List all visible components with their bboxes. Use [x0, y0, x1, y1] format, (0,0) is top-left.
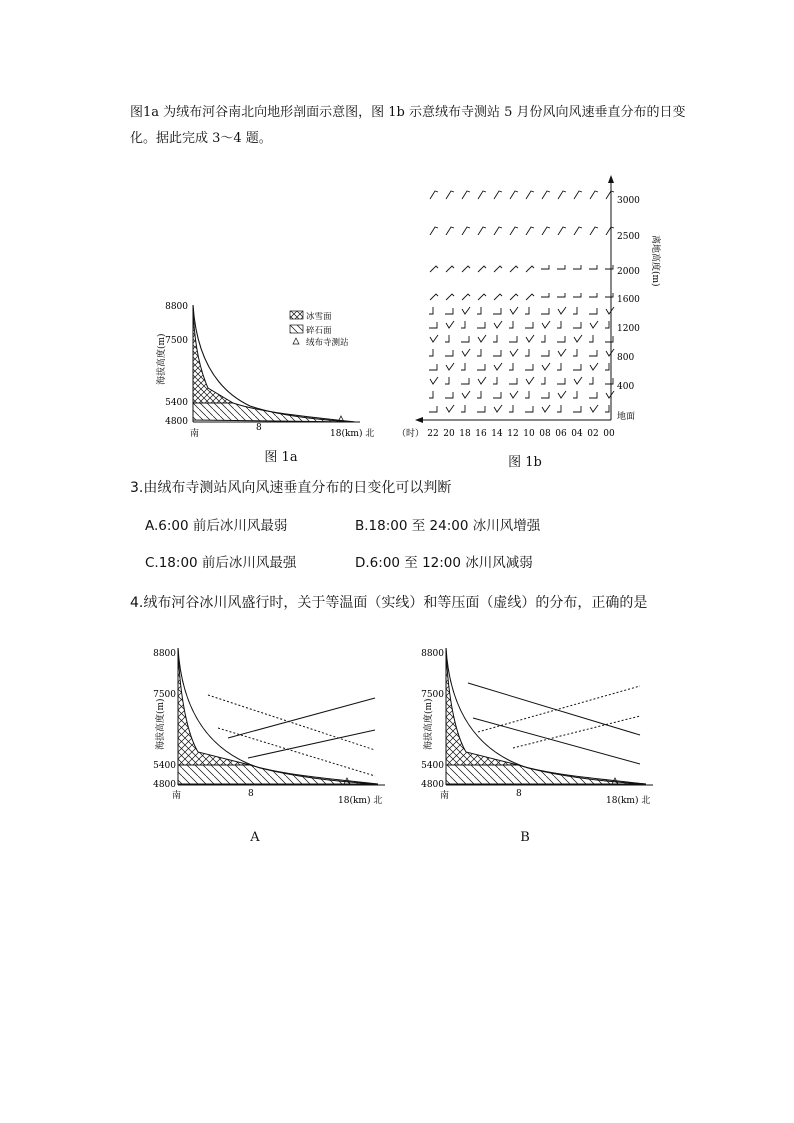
wind-barb-icon — [462, 227, 470, 235]
wind-barb-icon — [462, 294, 470, 300]
wind-barb-icon — [526, 294, 534, 300]
wind-barb-icon — [526, 227, 534, 235]
wind-barb-icon — [526, 266, 534, 272]
isotherm-line — [248, 730, 375, 758]
wind-barb-icon — [493, 335, 497, 342]
wind-barb-icon — [542, 191, 550, 199]
wind-barb-icon — [446, 321, 454, 328]
wind-barb-icon — [461, 405, 465, 412]
wind-barb-icon — [526, 377, 534, 384]
wind-barb-icon — [557, 321, 561, 328]
wind-barb-icon — [606, 191, 614, 199]
wind-barb-icon — [429, 406, 437, 412]
wind-barb-icon — [493, 350, 501, 356]
wind-barb-icon — [590, 405, 598, 412]
xtick: 18 — [459, 429, 471, 439]
wind-barb-icon — [589, 308, 597, 314]
xtick: 12 — [507, 429, 519, 439]
wind-barb-icon — [445, 350, 453, 356]
xtick: 04 — [571, 429, 583, 439]
wind-barb-icon — [461, 321, 465, 328]
ytick-5400: 5400 — [421, 761, 444, 771]
wind-barb-icon — [606, 391, 614, 398]
wind-barb-icon — [445, 377, 449, 384]
wind-barb-icon — [462, 307, 470, 314]
wind-barb-icon — [605, 378, 613, 384]
wind-barb-icon — [494, 227, 502, 235]
figure-1a — [150, 290, 380, 440]
wind-barb-icon — [493, 392, 501, 398]
wind-barb-icon — [429, 322, 437, 328]
wind-barb-icon — [461, 378, 469, 384]
xtick: 10 — [523, 429, 535, 439]
wind-barb-icon — [462, 391, 470, 398]
x-end-label: 18(km) 北 — [338, 796, 383, 806]
wind-barb-icon — [605, 293, 613, 297]
wind-barb-icon — [542, 321, 550, 328]
figure-1b-caption: 图 1b — [508, 455, 542, 470]
wind-barb-icon — [558, 227, 566, 235]
y-axis-label: 海拔高度(m) — [156, 698, 166, 750]
q3-option-b[interactable]: B.18:00 至 24:00 冰川风增强 — [355, 518, 541, 534]
wind-barb-icon — [605, 363, 609, 370]
wind-barb-icon — [557, 293, 565, 297]
legend-gravel: 碎石面 — [306, 326, 332, 336]
wind-barb-icon — [493, 308, 501, 314]
wind-barb-icon — [462, 349, 470, 356]
intro-paragraph: 图1a 为绒布河谷南北向地形剖面示意图，图 1b 示意绒布寺测站 5 月份风向风速垂直分布的日变化。据此完成 3～4 题。 — [130, 105, 686, 146]
wind-barb-icon — [510, 391, 518, 398]
wind-barb-icon — [557, 378, 565, 384]
ytick-7500: 7500 — [165, 336, 188, 346]
question-4-stem: 4.绒布河谷冰川风盛行时，关于等温面（实线）和等压面（虚线）的分布，正确的是 — [130, 595, 648, 611]
xtick: 14 — [491, 429, 503, 439]
wind-barb-icon — [589, 335, 593, 342]
isobar-line — [513, 716, 640, 748]
wind-barb-icon — [494, 321, 502, 328]
x-mid-label: 8 — [248, 789, 254, 799]
wind-barb-icon — [445, 308, 453, 314]
wind-barb-icon — [573, 265, 581, 269]
wind-barb-icon — [430, 266, 438, 272]
wind-barb-icon — [478, 266, 486, 272]
wind-barb-icon — [462, 191, 470, 199]
wind-barb-icon — [509, 321, 513, 328]
xtick: 08 — [539, 429, 551, 439]
wind-barb-icon — [542, 405, 550, 412]
q3-option-a[interactable]: A.6:00 前后冰川风最弱 — [145, 518, 288, 534]
wind-barb-icon — [526, 191, 534, 199]
wind-barb-icon — [605, 265, 613, 269]
q3-option-d[interactable]: D.6:00 至 12:00 冰川风减弱 — [355, 555, 533, 571]
wind-barb-icon — [573, 349, 577, 356]
x-mid-label: 8 — [256, 423, 262, 433]
wind-barb-icon — [589, 293, 597, 297]
wind-barb-icon — [574, 377, 582, 384]
wind-barbs — [429, 191, 614, 412]
wind-barb-icon — [446, 191, 454, 199]
wind-barb-icon — [589, 265, 597, 269]
wind-barb-icon — [606, 307, 614, 314]
wind-barb-icon — [510, 349, 518, 356]
ytick-8800: 8800 — [165, 302, 188, 312]
wind-barb-icon — [446, 294, 454, 300]
isotherm-line — [473, 718, 640, 764]
wind-barb-icon — [494, 191, 502, 199]
wind-barb-icon — [605, 336, 613, 342]
y-axis-label: 海拔高度(m) — [424, 698, 434, 750]
wind-barb-icon — [558, 349, 566, 356]
wind-barb-icon — [430, 191, 438, 199]
ytick-4800: 4800 — [421, 780, 444, 790]
wind-barb-icon — [510, 266, 518, 272]
wind-barb-icon — [477, 322, 485, 328]
wind-barb-icon — [590, 363, 598, 370]
question-3-stem: 3.由绒布寺测站风向风速垂直分布的日变化可以判断 — [130, 480, 452, 496]
wind-barb-icon — [589, 377, 593, 384]
wind-barb-icon — [574, 191, 582, 199]
wind-barb-icon — [446, 405, 454, 412]
wind-barb-icon — [542, 363, 550, 370]
wind-barb-icon — [589, 350, 597, 356]
wind-barb-icon — [510, 294, 518, 300]
wind-barb-icon — [541, 308, 549, 314]
wind-barb-icon — [494, 363, 502, 370]
x-unit-label: （时） — [397, 429, 425, 439]
wind-barb-icon — [525, 307, 529, 314]
wind-barb-icon — [541, 265, 549, 269]
q4-chart-b[interactable] — [418, 640, 663, 810]
wind-barb-icon — [446, 363, 454, 370]
x-mid-label: 8 — [516, 789, 522, 799]
figure-1b — [395, 175, 680, 445]
wind-barb-icon — [573, 391, 577, 398]
ytick-5400: 5400 — [153, 761, 176, 771]
wind-barb-icon — [509, 363, 513, 370]
wind-barb-icon — [510, 191, 518, 199]
ytick-2000: 2000 — [617, 267, 640, 277]
wind-barb-icon — [478, 377, 486, 384]
q3-option-c[interactable]: C.18:00 前后冰川风最强 — [145, 555, 297, 571]
wind-barb-icon — [429, 364, 437, 370]
chart-b-label[interactable]: B — [520, 830, 530, 845]
wind-barb-icon — [574, 335, 582, 342]
wind-barb-icon — [541, 350, 549, 356]
xtick: 20 — [443, 429, 455, 439]
wind-barb-icon — [525, 364, 533, 370]
q4-chart-a[interactable] — [150, 640, 395, 810]
xtick: 22 — [427, 429, 439, 439]
wind-barb-icon — [462, 266, 470, 272]
wind-barb-icon — [541, 293, 549, 297]
wind-barb-icon — [477, 391, 481, 398]
wind-barb-icon — [445, 392, 453, 398]
wind-barb-icon — [493, 377, 497, 384]
wind-barb-icon — [446, 227, 454, 235]
wind-barb-icon — [605, 321, 609, 328]
wind-barb-icon — [606, 227, 614, 235]
wind-barb-icon — [477, 364, 485, 370]
wind-barb-icon — [557, 265, 565, 269]
wind-barb-icon — [510, 307, 518, 314]
wind-barb-icon — [430, 377, 438, 384]
wind-barb-icon — [478, 294, 486, 300]
wind-barb-icon — [446, 266, 454, 272]
ytick-8800: 8800 — [153, 649, 176, 659]
ytick-5400: 5400 — [165, 398, 188, 408]
wind-barb-icon — [526, 335, 534, 342]
ytick-4800: 4800 — [153, 780, 176, 790]
isobar-line — [208, 695, 375, 750]
wind-barb-icon — [590, 191, 598, 199]
ytick-8800: 8800 — [421, 649, 444, 659]
xtick: 06 — [555, 429, 567, 439]
wind-barb-icon — [430, 335, 438, 342]
wind-barb-icon — [557, 363, 561, 370]
isotherm-line — [228, 698, 375, 738]
wind-barb-icon — [590, 321, 598, 328]
wind-barb-icon — [525, 391, 529, 398]
wind-barb-icon — [573, 364, 581, 370]
ytick-ground: 地面 — [617, 412, 636, 422]
wind-barb-icon — [509, 336, 517, 342]
wind-barb-icon — [461, 336, 469, 342]
ytick-7500: 7500 — [421, 690, 444, 700]
wind-barb-icon — [478, 335, 486, 342]
ytick-800: 800 — [617, 353, 635, 363]
xtick: 00 — [603, 429, 615, 439]
x-end-label: 18(km) 北 — [330, 429, 375, 439]
ice-snow-area — [193, 305, 233, 403]
wind-barb-icon — [542, 227, 550, 235]
wind-barb-icon — [525, 406, 533, 412]
wind-barb-icon — [477, 307, 481, 314]
wind-barb-icon — [573, 406, 581, 412]
x-south-label: 南 — [190, 429, 200, 439]
wind-barb-icon — [589, 392, 597, 398]
wind-barb-icon — [605, 405, 609, 412]
wind-barb-icon — [590, 227, 598, 235]
figure-1a-caption: 图 1a — [264, 450, 298, 465]
y-axis-label: 海拔高度(m) — [157, 333, 167, 385]
wind-barb-icon — [573, 293, 581, 297]
wind-barb-icon — [541, 392, 549, 398]
wind-barb-icon — [606, 349, 614, 356]
chart-a-label[interactable]: A — [250, 830, 260, 845]
wind-barb-icon — [494, 266, 502, 272]
wind-barb-icon — [573, 307, 577, 314]
legend-station: 绒布寺测站 — [306, 338, 349, 348]
wind-barb-icon — [430, 294, 438, 300]
wind-barb-icon — [429, 391, 433, 398]
wind-barb-icon — [461, 363, 465, 370]
wind-barb-icon — [558, 391, 566, 398]
wind-barb-icon — [541, 335, 545, 342]
wind-barb-icon — [494, 294, 502, 300]
wind-barb-icon — [429, 307, 433, 314]
wind-barb-icon — [445, 335, 449, 342]
wind-barb-icon — [478, 227, 486, 235]
wind-barb-icon — [541, 377, 545, 384]
legend-ice-snow: 冰雪面 — [306, 312, 332, 322]
wind-barb-icon — [509, 378, 517, 384]
x-end-label: 18(km) 北 — [606, 796, 651, 806]
wind-barb-icon — [558, 307, 566, 314]
wind-barb-icon — [525, 349, 529, 356]
ytick-3000: 3000 — [617, 196, 640, 206]
wind-barb-icon — [510, 227, 518, 235]
wind-barb-icon — [477, 349, 481, 356]
xtick: 02 — [587, 429, 599, 439]
y-axis-label-1b: 离地高度(m) — [650, 235, 660, 287]
wind-barb-icon — [525, 322, 533, 328]
x-south-label: 南 — [172, 791, 182, 801]
ytick-400: 400 — [617, 382, 635, 392]
ytick-1200: 1200 — [617, 324, 640, 334]
ytick-2500: 2500 — [617, 232, 640, 242]
xtick: 16 — [475, 429, 487, 439]
ytick-1600: 1600 — [617, 295, 640, 305]
wind-barb-icon — [429, 349, 433, 356]
wind-barb-icon — [494, 405, 502, 412]
wind-barb-icon — [558, 191, 566, 199]
wind-barb-icon — [477, 406, 485, 412]
wind-barb-icon — [557, 405, 561, 412]
x-south-label: 南 — [440, 791, 450, 801]
ytick-7500: 7500 — [153, 690, 176, 700]
wind-barb-icon — [509, 405, 513, 412]
wind-barb-icon — [557, 336, 565, 342]
wind-barb-icon — [574, 227, 582, 235]
wind-barb-icon — [430, 227, 438, 235]
ytick-4800: 4800 — [165, 417, 188, 427]
wind-barb-icon — [573, 322, 581, 328]
wind-barb-icon — [478, 191, 486, 199]
